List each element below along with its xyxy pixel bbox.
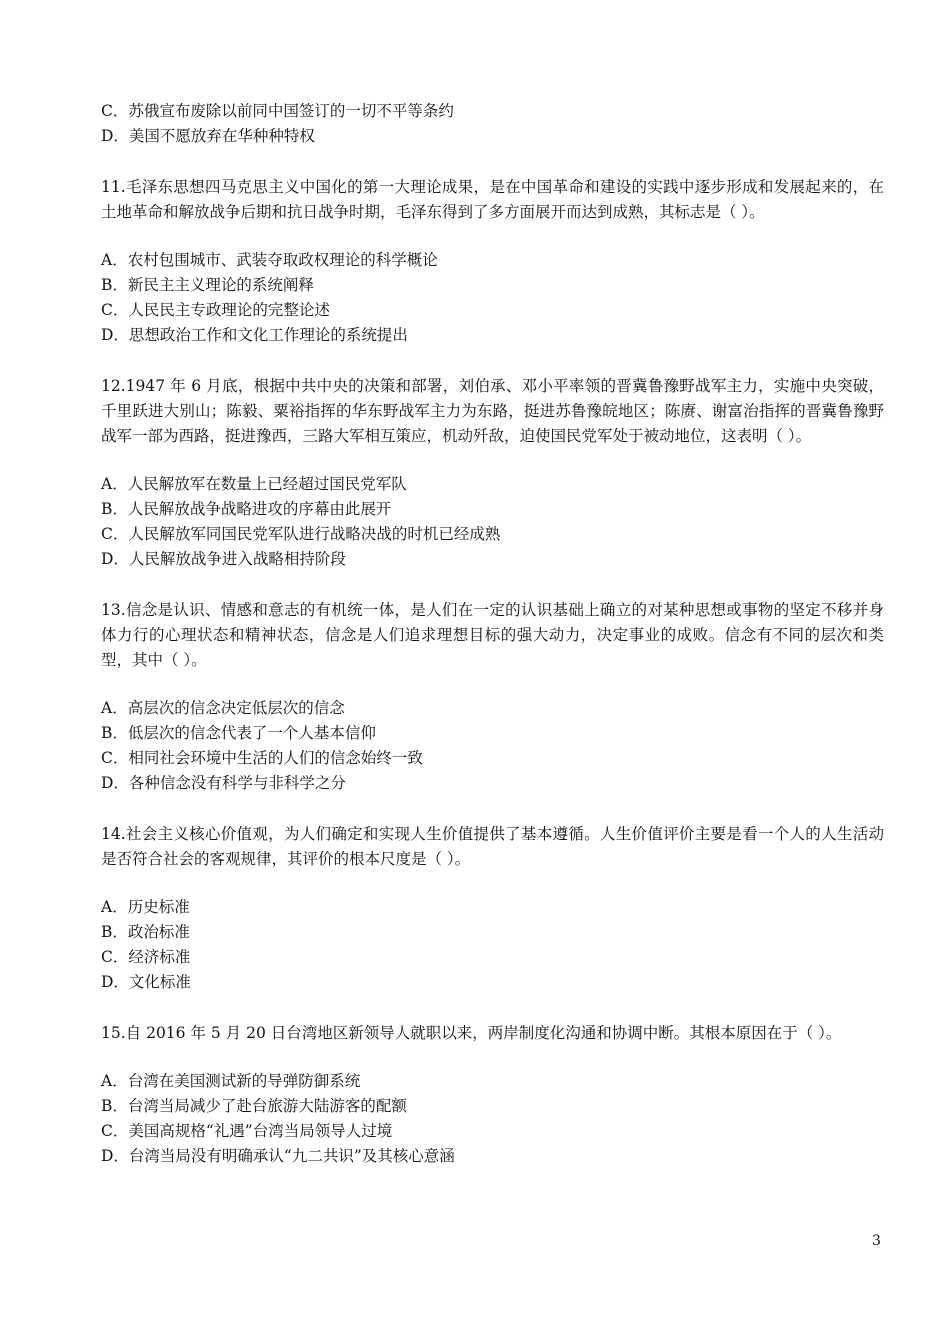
q11-stem: 11.毛泽东思想四马克思主义中国化的第一大理论成果，是在中国革命和建设的实践中逐步形成和发展起来的，在土地革命和解放战争后期和抗日战争时期，毛泽东得到了多方面展开而达到成熟，其标志是（ ）。 <box>101 178 884 221</box>
q13-option-d: D．各种信念没有科学与非科学之分 <box>101 774 346 792</box>
q11-option-b: B．新民主主义理论的系统阐释 <box>101 276 314 294</box>
q13-stem: 13.信念是认识、情感和意志的有机统一体，是人们在一定的认识基础上确立的对某种思想或事物的坚定不移并身体力行的心理状态和精神状态，信念是人们追求理想目标的强大动力，决定事业的成败。信念有不同的层次和类型，其中（ ）。 <box>101 601 884 669</box>
q12-stem: 12.1947 年 6 月底，根据中共中央的决策和部署，刘伯承、邓小平率领的晋冀鲁豫野战军主力，实施中央突破，千里跃进大别山；陈毅、粟裕指挥的华东野战军主力为东路，挺进苏鲁豫皖地区；陈赓、谢富治指挥的晋冀鲁豫野战军一部为西路，挺进豫西，三路大军相互策应，机动歼敌，迫使国民党军处于被动地位，这表明（ ）。 <box>101 377 884 445</box>
q12-option-b: B．人民解放战争战略进攻的序幕由此展开 <box>101 500 392 518</box>
q11-option-d: D．思想政治工作和文化工作理论的系统提出 <box>101 326 408 344</box>
q15-stem: 15.自 2016 年 5 月 20 日台湾地区新领导人就职以来，两岸制度化沟通和协调中断。其根本原因在于（ ）。 <box>101 1024 842 1042</box>
page-number: 3 <box>872 1233 881 1249</box>
q14-option-d: D．文化标准 <box>101 973 191 991</box>
q15-option-b: B．台湾当局减少了赴台旅游大陆游客的配额 <box>101 1097 407 1115</box>
q12-option-d: D．人民解放战争进入战略相持阶段 <box>101 550 346 568</box>
q14-option-b: B．政治标准 <box>101 923 190 941</box>
q14-option-a: A．历史标准 <box>101 898 190 916</box>
q14-option-c: C．经济标准 <box>101 948 191 966</box>
q10-option-d: D．美国不愿放弃在华种种特权 <box>101 127 315 145</box>
q13-option-c: C．相同社会环境中生活的人们的信念始终一致 <box>101 749 423 767</box>
q15-option-a: A．台湾在美国测试新的导弹防御系统 <box>101 1072 361 1090</box>
q12-option-a: A．人民解放军在数量上已经超过国民党军队 <box>101 475 407 493</box>
q15-option-d: D．台湾当局没有明确承认“九二共识”及其核心意涵 <box>101 1147 455 1165</box>
q13-option-a: A．高层次的信念决定低层次的信念 <box>101 699 345 717</box>
q12-option-c: C．人民解放军同国民党军队进行战略决战的时机已经成熟 <box>101 525 501 543</box>
q14-stem: 14.社会主义核心价值观，为人们确定和实现人生价值提供了基本遵循。人生价值评价主要是看一个人的人生活动是否符合社会的客观规律，其评价的根本尺度是（ ）。 <box>101 825 884 868</box>
q11-option-a: A．农村包围城市、武装夺取政权理论的科学概论 <box>101 251 438 269</box>
q15-option-c: C．美国高规格“礼遇”台湾当局领导人过境 <box>101 1122 393 1140</box>
q10-option-c: C．苏俄宣布废除以前同中国签订的一切不平等条约 <box>101 102 454 120</box>
q13-option-b: B．低层次的信念代表了一个人基本信仰 <box>101 724 376 742</box>
q11-option-c: C．人民民主专政理论的完整论述 <box>101 301 330 319</box>
